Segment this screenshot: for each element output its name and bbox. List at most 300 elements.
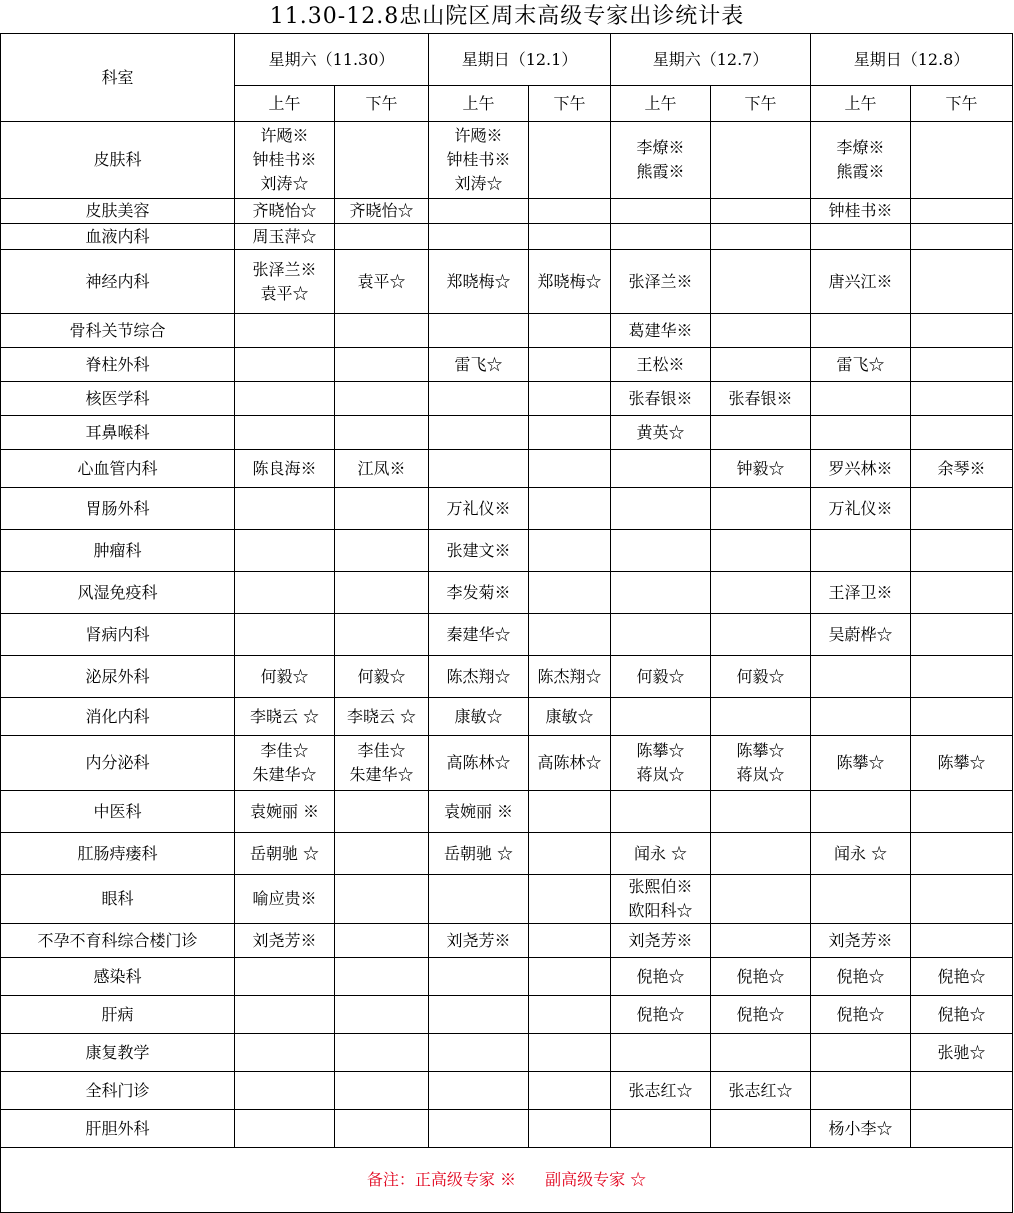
schedule-cell: [335, 199, 429, 224]
doctor-name: 刘尧芳※: [252, 930, 317, 950]
doctor-name: 王泽卫※: [828, 582, 893, 602]
schedule-cell: [529, 833, 611, 875]
schedule-cell: [811, 1072, 911, 1110]
schedule-cell: [611, 1110, 711, 1148]
doctor-name: 袁平☆: [260, 283, 309, 303]
schedule-cell: [529, 250, 611, 314]
dept-header: 科室: [1, 34, 235, 122]
schedule-cell: [529, 348, 611, 382]
schedule-cell: [235, 833, 335, 875]
schedule-cell: [611, 530, 711, 572]
schedule-cell: [529, 199, 611, 224]
schedule-cell: [611, 924, 711, 958]
doctor-name: 李发菊※: [446, 582, 511, 602]
dept-name: 肿瘤科: [1, 530, 235, 572]
schedule-cell: [611, 348, 711, 382]
doctor-name: 钟桂书※: [828, 201, 893, 220]
schedule-cell: [911, 1034, 1013, 1072]
footer-note: [1, 1148, 1013, 1213]
schedule-cell: [429, 833, 529, 875]
schedule-cell: [429, 382, 529, 416]
am-header: 上午: [811, 86, 911, 122]
schedule-cell: [429, 199, 529, 224]
schedule-cell: [611, 656, 711, 698]
am-header: 上午: [235, 86, 335, 122]
doctor-name: 钟毅☆: [736, 458, 785, 478]
schedule-cell: [235, 530, 335, 572]
schedule-cell: [611, 199, 711, 224]
doctor-name: 何毅☆: [636, 666, 685, 686]
schedule-cell: [529, 1110, 611, 1148]
schedule-cell: [429, 924, 529, 958]
schedule-cell: [529, 382, 611, 416]
schedule-cell: [711, 833, 811, 875]
doctor-name: 岳朝驰 ☆: [443, 843, 514, 863]
schedule-cell: [529, 875, 611, 924]
schedule-cell: [911, 736, 1013, 791]
schedule-cell: [711, 250, 811, 314]
doctor-name: 唐兴江※: [828, 271, 893, 291]
schedule-cell: [611, 1072, 711, 1110]
table-row: [1, 416, 1013, 450]
doctor-name: 万礼仪※: [828, 498, 893, 518]
schedule-cell: [335, 736, 429, 791]
schedule-cell: [335, 530, 429, 572]
table-row: [1, 996, 1013, 1034]
doctor-name: 朱建华☆: [252, 765, 317, 784]
table-row: [1, 199, 1013, 224]
table-row: [1, 314, 1013, 348]
schedule-cell: [911, 791, 1013, 833]
schedule-cell: [529, 224, 611, 250]
table-row: [1, 1110, 1013, 1148]
schedule-cell: [711, 875, 811, 924]
doctor-name: 张泽兰※: [628, 271, 693, 291]
schedule-cell: [611, 996, 711, 1034]
schedule-cell: [611, 833, 711, 875]
schedule-cell: [529, 416, 611, 450]
schedule-cell: [335, 833, 429, 875]
doctor-name: 喻应贵※: [252, 889, 317, 908]
schedule-cell: [335, 1110, 429, 1148]
doctor-name: 李晓云 ☆: [249, 706, 320, 726]
doctor-name: 罗兴林※: [828, 458, 893, 478]
schedule-cell: [911, 1072, 1013, 1110]
schedule-cell: [811, 1110, 911, 1148]
schedule-cell: [429, 698, 529, 736]
schedule-cell: [611, 1034, 711, 1072]
doctor-name: 黄英☆: [636, 422, 685, 442]
dept-name: 肝病: [1, 996, 235, 1034]
schedule-cell: [429, 1072, 529, 1110]
doctor-name: 王松※: [636, 354, 685, 374]
doctor-name: 张熙伯※: [628, 877, 693, 896]
table-row: [1, 958, 1013, 996]
schedule-cell: [429, 958, 529, 996]
schedule-cell: [611, 698, 711, 736]
doctor-name: 郑晓梅☆: [537, 271, 602, 291]
schedule-table: [0, 33, 1013, 1213]
table-row: [1, 1072, 1013, 1110]
schedule-cell: [529, 924, 611, 958]
schedule-cell: [811, 382, 911, 416]
schedule-cell: [911, 416, 1013, 450]
schedule-cell: [611, 572, 711, 614]
doctor-name: 钟桂书※: [252, 150, 317, 169]
doctor-name: 张驰☆: [937, 1042, 986, 1062]
schedule-cell: [911, 924, 1013, 958]
schedule-cell: [429, 996, 529, 1034]
doctor-name: 钟桂书※: [446, 150, 511, 169]
day-header: 星期日（12.1）: [429, 34, 611, 86]
table-row: [1, 382, 1013, 416]
doctor-name: 刘尧芳※: [828, 930, 893, 950]
doctor-name: 刘尧芳※: [628, 930, 693, 950]
schedule-cell: [529, 791, 611, 833]
schedule-cell: [811, 996, 911, 1034]
schedule-cell: [429, 122, 529, 199]
doctor-name: 陈攀☆: [636, 741, 685, 760]
dept-name: 心血管内科: [1, 450, 235, 488]
dept-name: 消化内科: [1, 698, 235, 736]
schedule-cell: [235, 791, 335, 833]
schedule-cell: [711, 530, 811, 572]
schedule-cell: [235, 1072, 335, 1110]
schedule-cell: [429, 736, 529, 791]
table-row: [1, 698, 1013, 736]
doctor-name: 张志红☆: [628, 1080, 693, 1100]
schedule-cell: [529, 656, 611, 698]
doctor-name: 袁婉丽 ※: [443, 801, 514, 821]
doctor-name: 倪艳☆: [937, 1004, 986, 1024]
schedule-cell: [711, 656, 811, 698]
schedule-cell: [429, 530, 529, 572]
schedule-cell: [711, 736, 811, 791]
doctor-name: 李燎※: [636, 138, 685, 157]
doctor-name: 岳朝驰 ☆: [249, 843, 320, 863]
schedule-cell: [711, 791, 811, 833]
doctor-name: 许飏※: [260, 126, 309, 145]
schedule-cell: [611, 614, 711, 656]
schedule-cell: [711, 199, 811, 224]
schedule-cell: [235, 348, 335, 382]
doctor-name: 蒋岚☆: [736, 765, 785, 784]
schedule-cell: [235, 382, 335, 416]
schedule-cell: [335, 958, 429, 996]
doctor-name: 陈攀☆: [937, 753, 986, 772]
doctor-name: 许飏※: [454, 126, 503, 145]
schedule-cell: [235, 736, 335, 791]
doctor-name: 高陈林☆: [446, 753, 511, 772]
schedule-cell: [811, 122, 911, 199]
schedule-cell: [429, 875, 529, 924]
table-row: [1, 530, 1013, 572]
schedule-cell: [611, 250, 711, 314]
schedule-cell: [711, 1072, 811, 1110]
doctor-name: 倪艳☆: [836, 1004, 885, 1024]
dept-name: 康复教学: [1, 1034, 235, 1072]
schedule-cell: [335, 572, 429, 614]
schedule-cell: [335, 250, 429, 314]
schedule-cell: [611, 314, 711, 348]
schedule-cell: [611, 875, 711, 924]
schedule-body: [1, 122, 1013, 1148]
table-row: [1, 450, 1013, 488]
schedule-cell: [235, 875, 335, 924]
schedule-cell: [235, 996, 335, 1034]
doctor-name: 张春银※: [728, 388, 793, 408]
doctor-name: 张志红☆: [728, 1080, 793, 1100]
schedule-cell: [335, 791, 429, 833]
schedule-cell: [335, 382, 429, 416]
schedule-cell: [235, 122, 335, 199]
dept-name: 内分泌科: [1, 736, 235, 791]
dept-name: 全科门诊: [1, 1072, 235, 1110]
schedule-cell: [611, 450, 711, 488]
doctor-name: 倪艳☆: [736, 966, 785, 986]
schedule-cell: [611, 416, 711, 450]
doctor-name: 雷飞☆: [836, 354, 885, 374]
schedule-cell: [235, 656, 335, 698]
schedule-cell: [529, 614, 611, 656]
schedule-cell: [911, 572, 1013, 614]
schedule-cell: [711, 614, 811, 656]
note-senior: 备注：正高级专家 ※: [366, 1170, 516, 1189]
schedule-cell: [335, 924, 429, 958]
pm-header: 下午: [711, 86, 811, 122]
table-row: [1, 833, 1013, 875]
dept-name: 不孕不育科综合楼门诊: [1, 924, 235, 958]
schedule-cell: [529, 314, 611, 348]
schedule-cell: [811, 1034, 911, 1072]
dept-name: 神经内科: [1, 250, 235, 314]
doctor-name: 康敏☆: [454, 706, 503, 726]
schedule-cell: [429, 791, 529, 833]
doctor-name: 吴蔚桦☆: [828, 624, 893, 644]
schedule-cell: [611, 736, 711, 791]
dept-name: 肝胆外科: [1, 1110, 235, 1148]
schedule-cell: [811, 314, 911, 348]
table-row: [1, 875, 1013, 924]
pm-header: 下午: [335, 86, 429, 122]
doctor-name: 陈杰翔☆: [446, 666, 511, 686]
schedule-cell: [711, 698, 811, 736]
schedule-cell: [911, 958, 1013, 996]
schedule-cell: [235, 488, 335, 530]
schedule-cell: [711, 996, 811, 1034]
schedule-cell: [811, 736, 911, 791]
doctor-name: 倪艳☆: [636, 966, 685, 986]
schedule-cell: [429, 614, 529, 656]
schedule-cell: [335, 224, 429, 250]
schedule-cell: [911, 833, 1013, 875]
schedule-cell: [911, 224, 1013, 250]
dept-name: 血液内科: [1, 224, 235, 250]
schedule-cell: [611, 122, 711, 199]
schedule-cell: [529, 996, 611, 1034]
note-associate: 副高级专家 ☆: [545, 1170, 647, 1189]
doctor-name: 余琴※: [937, 458, 986, 478]
doctor-name: 倪艳☆: [736, 1004, 785, 1024]
schedule-cell: [335, 698, 429, 736]
doctor-name: 江凤※: [357, 458, 406, 478]
schedule-cell: [811, 656, 911, 698]
doctor-name: 雷飞☆: [454, 354, 503, 374]
table-row: [1, 614, 1013, 656]
schedule-cell: [911, 996, 1013, 1034]
schedule-cell: [235, 199, 335, 224]
schedule-cell: [811, 224, 911, 250]
schedule-cell: [611, 224, 711, 250]
table-row: [1, 122, 1013, 199]
doctor-name: 齐晓怡☆: [349, 201, 414, 220]
doctor-name: 周玉萍☆: [252, 226, 317, 246]
schedule-cell: [335, 1034, 429, 1072]
day-header: 星期六（12.7）: [611, 34, 811, 86]
schedule-cell: [811, 199, 911, 224]
table-row: [1, 572, 1013, 614]
doctor-name: 何毅☆: [736, 666, 785, 686]
schedule-cell: [811, 250, 911, 314]
schedule-cell: [335, 488, 429, 530]
schedule-cell: [711, 924, 811, 958]
schedule-cell: [429, 1034, 529, 1072]
schedule-cell: [711, 450, 811, 488]
page-title: 11.30-12.8忠山院区周末高级专家出诊统计表: [269, 4, 745, 29]
schedule-cell: [235, 614, 335, 656]
schedule-cell: [911, 314, 1013, 348]
table-row: [1, 791, 1013, 833]
schedule-cell: [711, 1110, 811, 1148]
am-header: 上午: [429, 86, 529, 122]
doctor-name: 李晓云 ☆: [346, 706, 417, 726]
schedule-cell: [711, 348, 811, 382]
schedule-cell: [335, 122, 429, 199]
schedule-cell: [811, 488, 911, 530]
doctor-name: 陈攀☆: [736, 741, 785, 760]
schedule-cell: [235, 698, 335, 736]
doctor-name: 何毅☆: [260, 666, 309, 686]
schedule-cell: [811, 450, 911, 488]
doctor-name: 陈良海※: [252, 458, 317, 478]
schedule-cell: [911, 1110, 1013, 1148]
table-row: [1, 488, 1013, 530]
schedule-cell: [235, 450, 335, 488]
doctor-name: 高陈林☆: [537, 753, 602, 772]
schedule-cell: [335, 348, 429, 382]
dept-name: 皮肤科: [1, 122, 235, 199]
schedule-cell: [429, 416, 529, 450]
doctor-name: 李燎※: [836, 138, 885, 157]
dept-name: 骨科关节综合: [1, 314, 235, 348]
schedule-cell: [811, 530, 911, 572]
schedule-cell: [429, 348, 529, 382]
dept-name: 皮肤美容: [1, 199, 235, 224]
doctor-name: 康敏☆: [545, 706, 594, 726]
day-header: 星期六（11.30）: [235, 34, 429, 86]
doctor-name: 倪艳☆: [836, 966, 885, 986]
schedule-cell: [429, 488, 529, 530]
schedule-cell: [611, 958, 711, 996]
doctor-name: 倪艳☆: [636, 1004, 685, 1024]
doctor-name: 齐晓怡☆: [252, 201, 317, 220]
schedule-cell: [235, 958, 335, 996]
schedule-cell: [911, 656, 1013, 698]
schedule-cell: [811, 833, 911, 875]
schedule-cell: [235, 1110, 335, 1148]
pm-header: 下午: [911, 86, 1013, 122]
doctor-name: 袁平☆: [357, 271, 406, 291]
schedule-cell: [711, 572, 811, 614]
doctor-name: 何毅☆: [357, 666, 406, 686]
schedule-cell: [711, 488, 811, 530]
doctor-name: 倪艳☆: [937, 966, 986, 986]
schedule-cell: [529, 1034, 611, 1072]
schedule-cell: [529, 530, 611, 572]
schedule-cell: [711, 382, 811, 416]
schedule-cell: [235, 224, 335, 250]
doctor-name: 张泽兰※: [252, 259, 317, 279]
schedule-cell: [811, 958, 911, 996]
schedule-cell: [611, 382, 711, 416]
schedule-cell: [911, 348, 1013, 382]
schedule-cell: [911, 530, 1013, 572]
dept-name: 泌尿外科: [1, 656, 235, 698]
doctor-name: 闻永 ☆: [833, 843, 888, 863]
schedule-cell: [811, 924, 911, 958]
schedule-cell: [235, 1034, 335, 1072]
schedule-cell: [529, 958, 611, 996]
schedule-cell: [711, 314, 811, 348]
schedule-cell: [711, 224, 811, 250]
schedule-cell: [811, 791, 911, 833]
schedule-cell: [429, 250, 529, 314]
doctor-name: 杨小李☆: [828, 1118, 893, 1138]
schedule-cell: [335, 996, 429, 1034]
schedule-cell: [529, 122, 611, 199]
doctor-name: 万礼仪※: [446, 498, 511, 518]
schedule-cell: [235, 416, 335, 450]
doctor-name: 刘尧芳※: [446, 930, 511, 950]
doctor-name: 刘涛☆: [260, 174, 309, 193]
doctor-name: 张建文※: [446, 540, 511, 560]
schedule-cell: [711, 1034, 811, 1072]
table-row: [1, 656, 1013, 698]
dept-name: 感染科: [1, 958, 235, 996]
doctor-name: 闻永 ☆: [633, 843, 688, 863]
table-row: [1, 224, 1013, 250]
schedule-cell: [911, 488, 1013, 530]
schedule-cell: [235, 314, 335, 348]
schedule-cell: [529, 736, 611, 791]
doctor-name: 陈攀☆: [836, 753, 885, 772]
schedule-cell: [911, 199, 1013, 224]
dept-name: 中医科: [1, 791, 235, 833]
doctor-name: 陈杰翔☆: [537, 666, 602, 686]
dept-name: 风湿免疫科: [1, 572, 235, 614]
schedule-cell: [335, 416, 429, 450]
pm-header: 下午: [529, 86, 611, 122]
table-row: [1, 1034, 1013, 1072]
schedule-cell: [335, 875, 429, 924]
doctor-name: 李佳☆: [260, 741, 309, 760]
doctor-name: 李佳☆: [357, 741, 406, 760]
day-header: 星期日（12.8）: [811, 34, 1013, 86]
schedule-cell: [911, 122, 1013, 199]
doctor-name: 蒋岚☆: [636, 765, 685, 784]
schedule-cell: [429, 314, 529, 348]
schedule-cell: [811, 416, 911, 450]
